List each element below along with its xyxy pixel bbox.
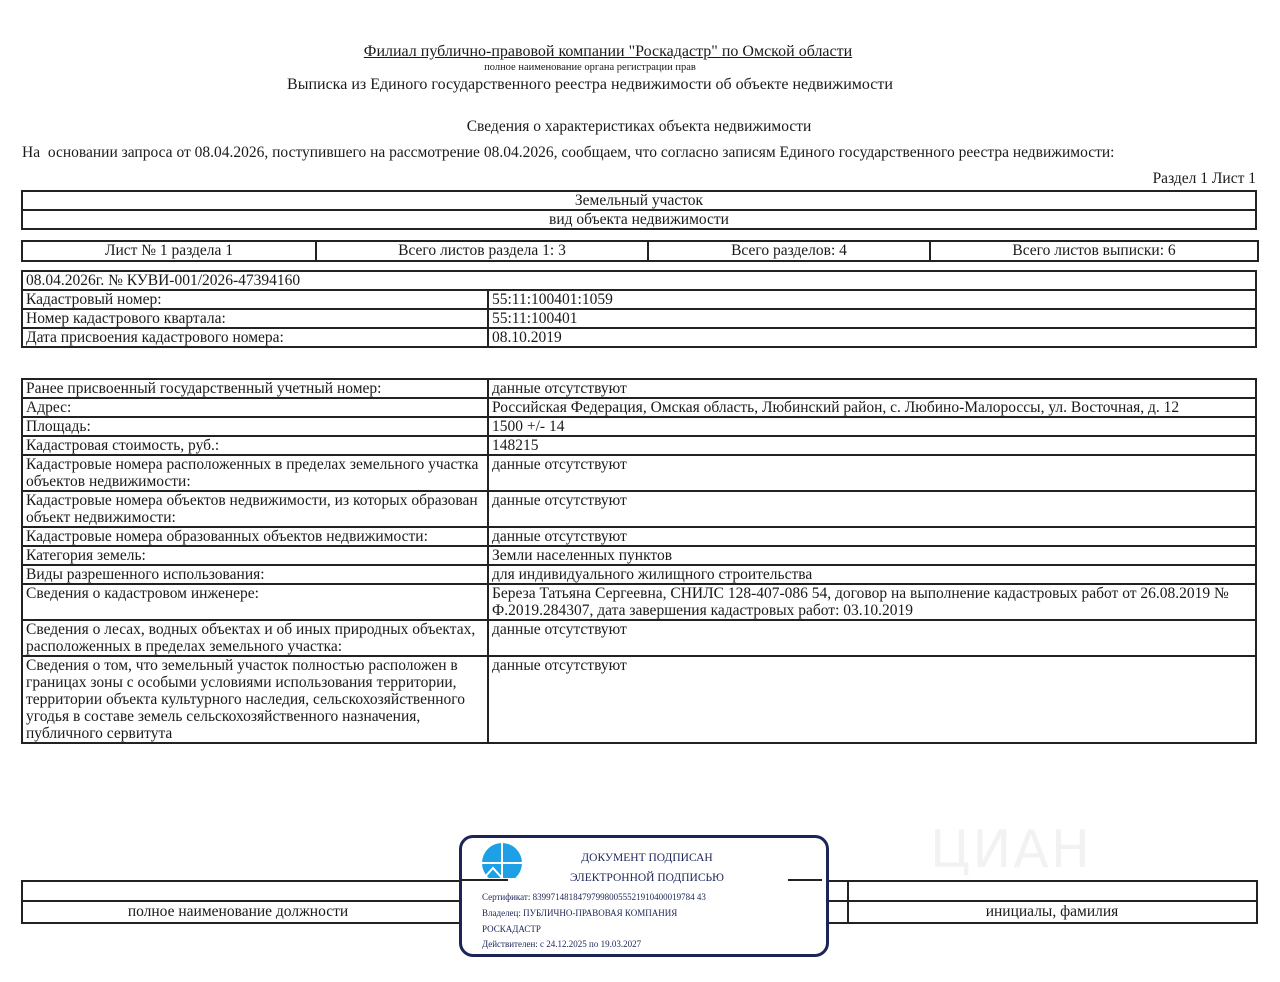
table-row: [22, 417, 1256, 436]
object-kind-table: [21, 190, 1257, 230]
row-label: Площадь:: [22, 417, 488, 436]
table-row: [22, 546, 1256, 565]
table-row: [22, 527, 1256, 546]
row-label: Кадастровые номера объектов недвижимости, из которых образован объект недвижимости:: [22, 491, 488, 527]
name-caption: инициалы, фамилия: [985, 903, 1119, 920]
registrar-caption: полное наименование органа регистрации прав: [484, 62, 696, 73]
section-sheet-ref: Раздел 1 Лист 1: [1152, 170, 1256, 187]
row-label: Кадастровые номера расположенных в пределах земельного участка объектов недвижимости:: [22, 455, 488, 491]
cadastral-value: 148215: [488, 436, 1256, 455]
table-row: [22, 584, 1256, 620]
address-value: Российская Федерация, Омская область, Любинский район, с. Любино-Малороссы, ул. Восточная, д. 12: [488, 398, 1256, 417]
table-row: [22, 379, 1256, 398]
main-info-table: [21, 270, 1257, 348]
document-title: Выписка из Единого государственного реестра недвижимости об объекте недвижимости: [287, 76, 893, 93]
stamp-owner-line-2: РОСКАДАСТР: [482, 924, 541, 934]
stamp-owner-line-1: Владелец: ПУБЛИЧНО-ПРАВОВАЯ КОМПАНИЯ: [482, 908, 678, 918]
cadastral-number: 55:11:100401:1059: [488, 290, 1256, 309]
row-label: Кадастровый номер:: [22, 290, 488, 309]
details-table: [21, 378, 1257, 744]
stamp-line-right: [788, 879, 822, 881]
watermark-logo: ЦИАН: [930, 820, 1092, 880]
row-label: Адрес:: [22, 398, 488, 417]
document-subtitle: Сведения о характеристиках объекта недвижимости: [466, 118, 812, 135]
sections-total: Всего разделов: 4: [648, 241, 930, 261]
table-row: [22, 565, 1256, 584]
table-row: [22, 290, 1256, 309]
request-basis-text: На основании запроса от 08.04.2026, поступившего на рассмотрение 08.04.2026, сообщаем, что согласно записям Единого государственного реестра недвижимости:: [22, 144, 1115, 161]
table-row: [22, 491, 1256, 527]
sheet-number: Лист № 1 раздела 1: [22, 241, 316, 261]
table-row: [22, 656, 1256, 743]
table-row: [22, 436, 1256, 455]
row-label: Сведения о лесах, водных объектах и об иных природных объектах, расположенных в пределах земельного участка:: [22, 620, 488, 656]
cadastral-engineer: Береза Татьяна Сергеевна, СНИЛС 128-407-086 54, договор на выполнение кадастровых работ от 26.08.2019 № Ф.2019.284307, дата завершения кадастровых работ: 03.10.2019: [488, 584, 1256, 620]
table-row: [22, 620, 1256, 656]
row-value: данные отсутствуют: [488, 620, 1256, 656]
row-value: данные отсутствуют: [488, 455, 1256, 491]
row-label: Кадастровая стоимость, руб.:: [22, 436, 488, 455]
row-value: данные отсутствуют: [488, 527, 1256, 546]
row-label: Номер кадастрового квартала:: [22, 309, 488, 328]
assignment-date: 08.10.2019: [488, 328, 1256, 347]
row-label: Сведения о том, что земельный участок полностью расположен в границах зоны с особыми условиями использования территории, территории объекта культурного наследия, сельскохозяйственного угодья в составе земель сельскохозяйственного назначения, публичного сервитута: [22, 656, 488, 743]
stamp-line-left: [460, 879, 508, 881]
section-sheets-total: Всего листов раздела 1: 3: [316, 241, 648, 261]
table-row: [22, 455, 1256, 491]
object-kind-caption: вид объекта недвижимости: [22, 210, 1256, 229]
row-label: Виды разрешенного использования:: [22, 565, 488, 584]
stamp-validity: Действителен: с 24.12.2025 по 19.03.2027: [482, 939, 642, 949]
extract-sheets-total: Всего листов выписки: 6: [930, 241, 1258, 261]
area-value: 1500 +/- 14: [488, 417, 1256, 436]
table-row: [22, 328, 1256, 347]
row-label: Категория земель:: [22, 546, 488, 565]
permitted-use: для индивидуального жилищного строительства: [488, 565, 1256, 584]
request-number: 08.04.2026г. № КУВИ-001/2026-47394160: [22, 271, 1256, 290]
registrar-organization: Филиал публично-правовой компании "Роскадастр" по Омской области: [363, 43, 853, 60]
row-label: Дата присвоения кадастрового номера:: [22, 328, 488, 347]
stamp-line-1: ДОКУМЕНТ ПОДПИСАН: [581, 852, 713, 864]
cadastral-quarter: 55:11:100401: [488, 309, 1256, 328]
table-row: [22, 398, 1256, 417]
row-value: данные отсутствуют: [488, 656, 1256, 743]
table-row: [22, 309, 1256, 328]
row-label: Кадастровые номера образованных объектов недвижимости:: [22, 527, 488, 546]
row-value: данные отсутствуют: [488, 491, 1256, 527]
row-label: Сведения о кадастровом инженере:: [22, 584, 488, 620]
stamp-line-2: ЭЛЕКТРОННОЙ ПОДПИСЬЮ: [570, 872, 724, 884]
row-value: данные отсутствуют: [488, 379, 1256, 398]
position-caption: полное наименование должности: [127, 903, 349, 920]
land-category: Земли населенных пунктов: [488, 546, 1256, 565]
object-kind-value: Земельный участок: [22, 191, 1256, 210]
row-label: Ранее присвоенный государственный учетный номер:: [22, 379, 488, 398]
stamp-certificate: Сертификат: 839971481847979980055521910400019784 43: [482, 892, 706, 902]
sheets-table: [21, 240, 1259, 262]
